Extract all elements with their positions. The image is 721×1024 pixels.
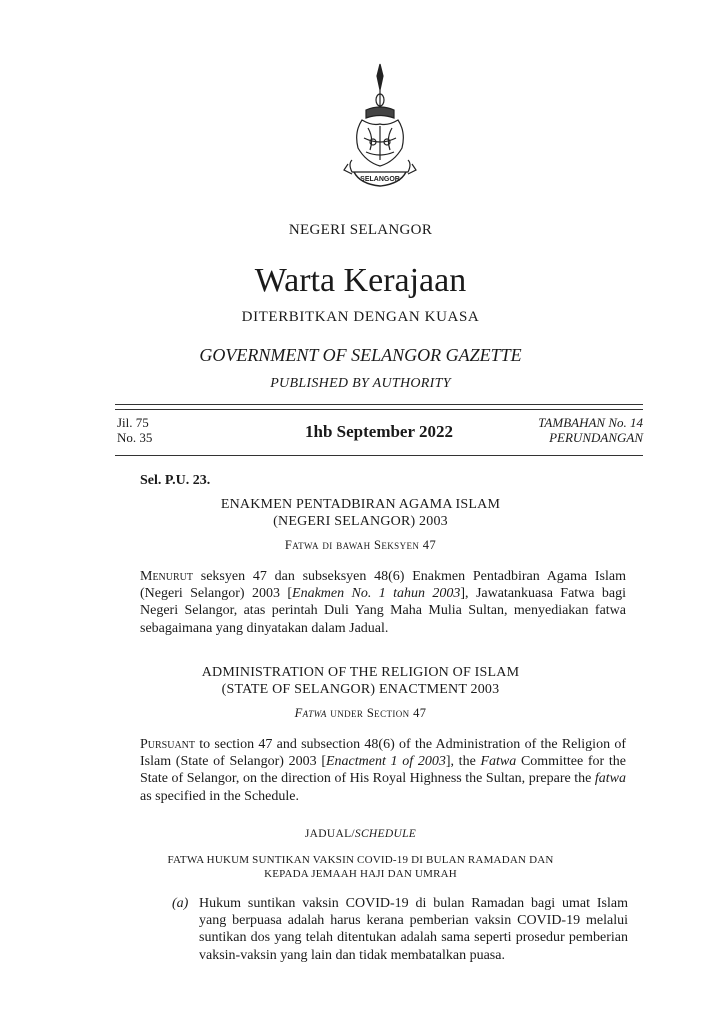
schedule-item-marker: (a) — [172, 896, 189, 911]
publication-authority-en: PUBLISHED BY AUTHORITY — [270, 376, 451, 391]
schedule-title-line1: FATWA HUKUM SUNTIKAN VAKSIN COVID-19 DI BULAN RAMADAN DAN — [167, 854, 554, 866]
notice-reference: Sel. P.U. 23. — [140, 473, 211, 488]
schedule-label-en: SCHEDULE — [354, 828, 417, 840]
issue-number: No. 35 — [117, 430, 153, 445]
fatwa-subtitle-en-a: Fatwa — [294, 706, 327, 720]
preamble-ms-enactment: Enakmen No. 1 tahun 2003 — [292, 586, 461, 602]
volume-number: Jil. 75 — [117, 415, 149, 430]
supplement-number: TAMBAHAN No. 14 — [538, 415, 643, 430]
schedule-title-line2: KEPADA JEMAAH HAJI DAN UMRAH — [264, 868, 457, 880]
preamble-en-text3: Committee for the State of Selangor, on the direction of His Royal Highness the Sultan, prepare the — [140, 754, 626, 787]
selangor-crest-icon — [340, 60, 420, 190]
schedule-item-text: Hukum suntikan vaksin COVID-19 di bulan Ramadan bagi umat Islam yang berpuasa adalah harus kerana pemberian vaksin COVID-19 melalui suntikan dos yang telah ditentukan adalah sama seperti prosedur pemberian vaksin-vaksin yang lain dan tidak membatalkan puasa. — [199, 896, 628, 963]
state-name: NEGERI SELANGOR — [288, 222, 433, 238]
preamble-ms-text1: seksyen 47 dan subseksyen 48(6) Enakmen Pentadbiran Agama Islam (Negeri Selangor) 2003 [ — [140, 569, 626, 602]
enactment-title-ms — [0, 496, 721, 530]
preamble-en-text4: as specified in the Schedule. — [140, 788, 300, 804]
enactment-title-en — [0, 664, 721, 698]
gazette-title: Warta Kerajaan — [254, 262, 467, 299]
preamble-en-enactment: Enactment 1 of 2003 — [325, 754, 446, 770]
fatwa-subtitle-en-c: Section 47 — [366, 706, 427, 720]
crest-label: SELANGOR — [360, 176, 400, 183]
schedule-label-ms: JADUAL/ — [304, 828, 355, 840]
divider — [115, 455, 643, 456]
schedule-title — [0, 853, 721, 881]
issue-date: 1hb September 2022 — [305, 422, 453, 441]
preamble-ms — [140, 568, 626, 637]
preamble-en-lead: Pursuant — [140, 737, 196, 752]
enactment-title-ms-line2: (NEGERI SELANGOR) 2003 — [273, 514, 448, 529]
preamble-en-text2: ], the — [445, 754, 481, 770]
gazette-title-en: GOVERNMENT OF SELANGOR GAZETTE — [199, 345, 522, 365]
fatwa-subtitle-ms — [0, 537, 721, 554]
enactment-title-ms-line1: ENAKMEN PENTADBIRAN AGAMA ISLAM — [220, 497, 501, 512]
preamble-ms-lead: Menurut — [140, 569, 193, 584]
fatwa-subtitle-en — [0, 705, 721, 722]
enactment-title-en-line2: (STATE OF SELANGOR) ENACTMENT 2003 — [221, 682, 500, 697]
supplement-category: PERUNDANGAN — [549, 430, 643, 445]
fatwa-subtitle-ms-b: Seksyen 47 — [374, 538, 437, 552]
publication-authority: DITERBITKAN DENGAN KUASA — [241, 309, 480, 325]
preamble-en — [140, 736, 626, 805]
preamble-en-fatwa1: Fatwa — [480, 754, 517, 770]
enactment-title-en-line1: ADMINISTRATION OF THE RELIGION OF ISLAM — [201, 665, 520, 680]
divider — [115, 409, 643, 410]
schedule-item — [172, 895, 628, 964]
divider — [115, 404, 643, 405]
schedule-label — [0, 828, 721, 840]
preamble-ms-text2: ], Jawatankuasa Fatwa bagi Negeri Selangor, atas perintah Duli Yang Maha Mulia Sultan, menyediakan fatwa sebagaimana yang dinyatakan dalam Jadual. — [140, 586, 626, 636]
fatwa-subtitle-en-b: under — [326, 706, 367, 720]
supplement-info — [538, 415, 643, 445]
masthead — [115, 414, 643, 452]
preamble-en-fatwa2: fatwa — [594, 771, 626, 787]
preamble-en-text1: to section 47 and subsection 48(6) of the Administration of the Religion of Islam (State of Selangor) 2003 [ — [140, 737, 626, 770]
fatwa-subtitle-ms-a: Fatwa di bawah — [284, 538, 375, 552]
